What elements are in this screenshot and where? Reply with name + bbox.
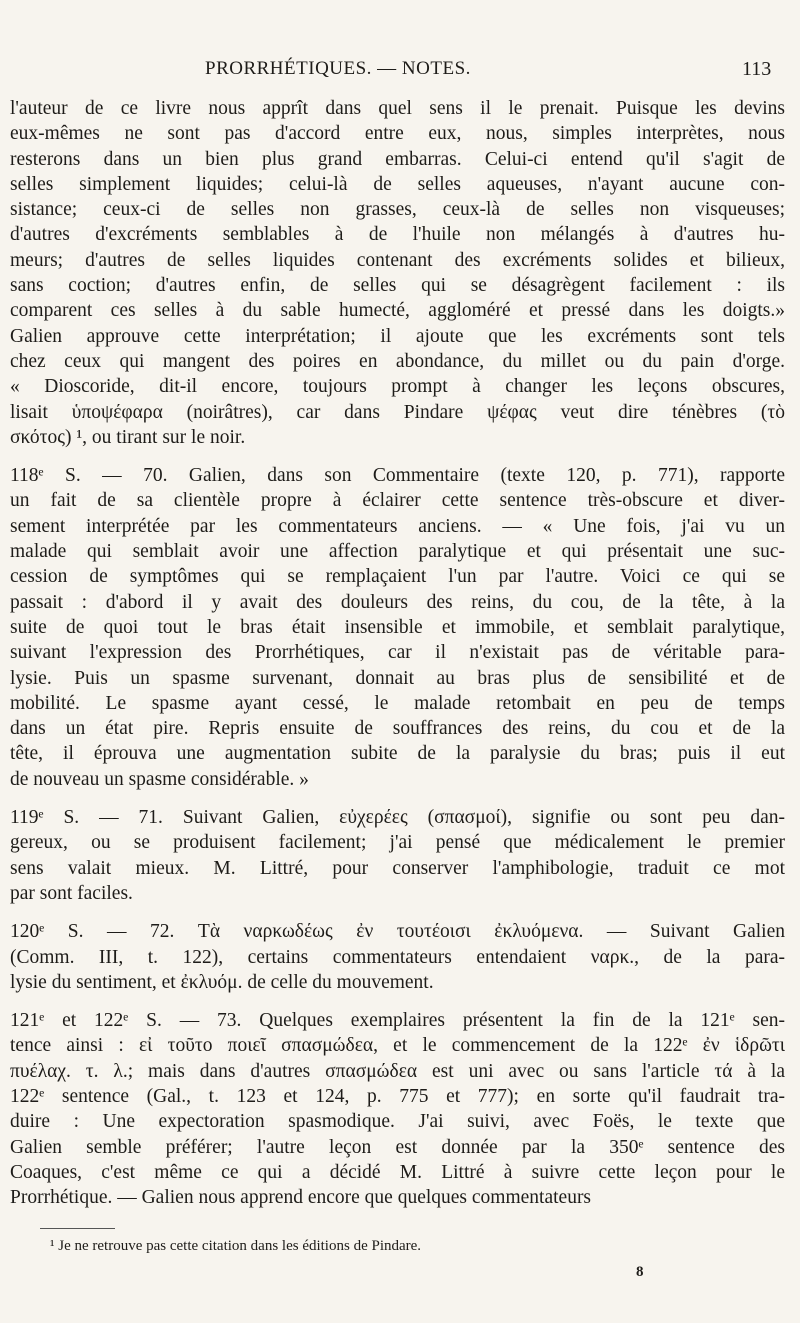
text-line: resterons dans un bien plus grand embarras. Celui-ci entend qu'il s'agit de (10, 148, 785, 170)
text-line: tence ainsi : εἰ τοῦτο ποιεῖ σπασμώδεα, et le commencement de la 122ᵉ ἐν ἱδρῶτι (10, 1035, 785, 1057)
text-line: de nouveau un spasme considérable. » (10, 768, 309, 790)
text-line: Prorrhétique. — Galien nous apprend encore que quelques commentateurs (10, 1187, 592, 1209)
text-line: Galien semble préférer; l'autre leçon est donnée par la 350ᵉ sentence des (10, 1136, 785, 1158)
text-line: Galien approuve cette interprétation; il ajoute que les excréments sont tels (10, 325, 785, 347)
text-line: malade qui semblait avoir une affection paralytique et qui présentait une suc- (10, 541, 785, 563)
text-line: 119ᵉ S. — 71. Suivant Galien, εὐχερέες (σπασμοί), signifie ou sont peu dan- (10, 807, 785, 829)
paragraph-gap (10, 792, 785, 805)
text-line: « Dioscoride, dit-il encore, toujours prompt à changer les leçons obscures, (10, 376, 785, 398)
text-line: 121ᵉ et 122ᵉ S. — 73. Quelques exemplaires présentent la fin de la 121ᵉ sen- (10, 1010, 785, 1032)
text-line: (Comm. III, t. 122), certains commentateurs entendaient ναρκ., de la para- (10, 946, 785, 968)
text-line: suite de quoi tout le bras était insensible et immobile, et semblait paralytique, (10, 616, 785, 638)
signature-mark: 8 (636, 1264, 644, 1280)
text-line: meurs; d'autres de selles liquides contenant des excréments solides et bilieux, (10, 249, 785, 271)
paragraph-gap (10, 450, 785, 463)
text-line: gereux, ou se produisent facilement; j'ai pensé que médicalement le premier (10, 832, 785, 854)
text-line: lisait ὑποψέφαρα (noirâtres), car dans Pindare ψέφας veut dire ténèbres (τὸ (10, 401, 785, 423)
text-line: sans coction; d'autres enfin, de selles qui se désagrègent facilement : ils (10, 275, 785, 297)
text-line: mobilité. Le spasme ayant cessé, le malade retombait en peu de temps (10, 692, 785, 714)
text-line: πυέλαχ. τ. λ.; mais dans d'autres σπασμώδεα est uni avec ou sans l'article τά à la (10, 1060, 785, 1082)
text-line: tête, il éprouva une augmentation subite de la paralysie du bras; puis il eut (10, 743, 785, 765)
running-title: PRORRHÉTIQUES. — NOTES. (205, 58, 471, 79)
text-line: sens valait mieux. M. Littré, pour conserver l'amphibologie, traduit ce mot (10, 857, 785, 879)
text-line: σκότος) ¹, ou tirant sur le noir. (10, 426, 246, 448)
text-line: sement interprétée par les commentateurs anciens. — « Une fois, j'ai vu un (10, 515, 785, 537)
text-line: 118ᵉ S. — 70. Galien, dans son Commentaire (texte 120, p. 771), rapporte (10, 465, 785, 487)
text-line: dans un état pire. Repris ensuite de souffrances des reins, du cou et de la (10, 718, 785, 740)
text-line: chez ceux qui mangent des poires en abondance, du millet ou du pain d'orge. (10, 350, 785, 372)
text-line: cession de symptômes qui se remplaçaient l'un par l'autre. Voici ce qui se (10, 566, 785, 588)
paragraph-gap (10, 995, 785, 1008)
page-header (0, 58, 800, 88)
text-line: eux-mêmes ne sont pas d'accord entre eux, nous, simples interprètes, nous (10, 123, 785, 145)
text-line: lysie du sentiment, et ἐκλυόμ. de celle du mouvement. (10, 971, 434, 993)
text-line: l'auteur de ce livre nous apprît dans quel sens il le prenait. Puisque les devins (10, 98, 785, 119)
text-line: comparent ces selles à du sable humecté, aggloméré et pressé dans les doigts.» (10, 300, 785, 322)
footnote: ¹ Je ne retrouve pas cette citation dans les éditions de Pindare. (50, 1238, 422, 1254)
text-line: d'autres d'excréments semblables à de l'huile non mélangés à d'autres hu- (10, 224, 785, 246)
text-line: par sont faciles. (10, 882, 133, 904)
text-line: 120ᵉ S. — 72. Τὰ ναρκωδέως ἐν τουτέοισι ἐκλυόμενα. — Suivant Galien (10, 921, 785, 943)
text-line: duire : Une expectoration spasmodique. J'ai suivi, avec Foës, le texte que (10, 1111, 785, 1133)
text-line: passait : d'abord il y avait des douleurs des reins, du cou, de la tête, à la (10, 591, 785, 613)
text-line: lysie. Puis un spasme survenant, donnait au bras plus de sensibilité et de (10, 667, 785, 689)
text-line: suivant l'expression des Prorrhétiques, car il n'existait pas de véritable para- (10, 642, 785, 664)
body-text (10, 96, 785, 1210)
text-line: selles simplement liquides; celui-là de selles aqueuses, n'ayant aucune con- (10, 173, 785, 195)
text-line: 122ᵉ sentence (Gal., t. 123 et 124, p. 775 et 777); en sorte qu'il faudrait tra- (10, 1085, 785, 1107)
page-number: 113 (742, 58, 772, 80)
text-line: Coaques, c'est même ce qui a décidé M. Littré à suivre cette leçon pour le (10, 1161, 785, 1183)
paragraph-gap (10, 906, 785, 919)
footnote-rule (40, 1228, 115, 1229)
text-line: un fait de sa clientèle propre à éclairer cette sentence très-obscure et diver- (10, 490, 785, 512)
text-line: sistance; ceux-ci de selles non grasses, ceux-là de selles non visqueuses; (10, 199, 785, 221)
